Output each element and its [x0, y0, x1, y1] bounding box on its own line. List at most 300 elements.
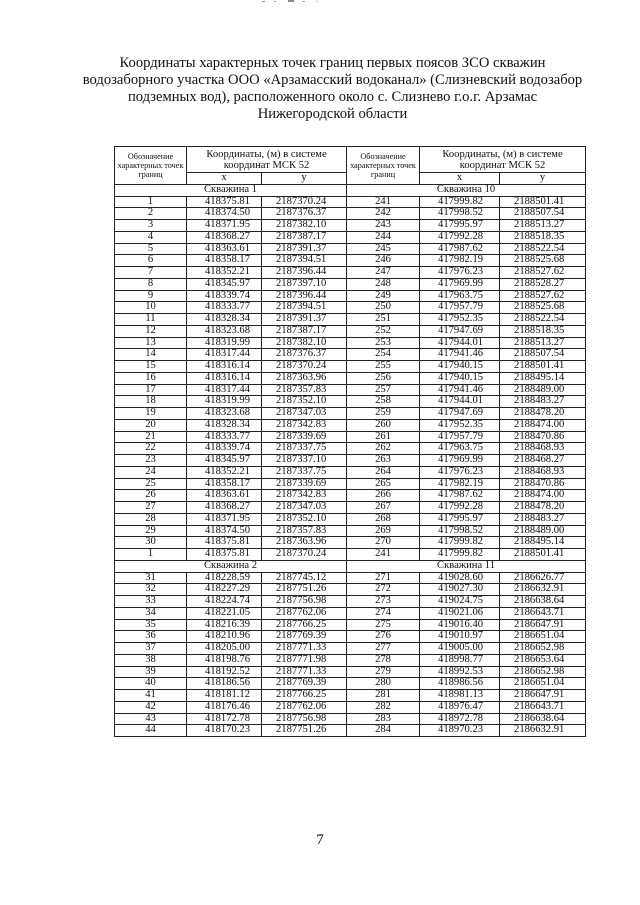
coord-x: 417944.01 — [420, 396, 500, 408]
point-id: 33 — [115, 596, 187, 608]
point-id: 29 — [115, 525, 187, 537]
coord-y: 2187376.37 — [262, 208, 347, 220]
point-id: 277 — [347, 643, 420, 655]
coord-x: 418186.56 — [187, 678, 262, 690]
coord-x: 418210.96 — [187, 631, 262, 643]
coord-y: 2187337.10 — [262, 455, 347, 467]
coord-x: 418339.74 — [187, 443, 262, 455]
coord-y: 2187370.24 — [262, 549, 347, 561]
point-id: 22 — [115, 443, 187, 455]
coord-y: 2187370.24 — [262, 361, 347, 373]
coord-y: 2188522.54 — [500, 314, 586, 326]
coord-y: 2187762.06 — [262, 701, 347, 713]
coord-x: 418371.95 — [187, 513, 262, 525]
table-row — [115, 443, 586, 455]
coord-x: 418316.14 — [187, 372, 262, 384]
coord-x: 417992.28 — [420, 502, 500, 514]
coord-x: 417999.82 — [420, 537, 500, 549]
header-coords-label: Координаты, (м) в системе координат МСК 52 — [187, 147, 347, 173]
coord-x: 417987.62 — [420, 243, 500, 255]
table-row — [115, 372, 586, 384]
coord-y: 2187771.33 — [262, 643, 347, 655]
table-row — [115, 278, 586, 290]
coord-y: 2187756.98 — [262, 713, 347, 725]
table-row — [115, 314, 586, 326]
title-line: Нижегородской области — [257, 106, 408, 122]
coord-x: 417992.28 — [420, 231, 500, 243]
point-id: 40 — [115, 678, 187, 690]
coord-y: 2188495.14 — [500, 537, 586, 549]
coord-x: 417952.35 — [420, 314, 500, 326]
coord-y: 2187342.83 — [262, 419, 347, 431]
table-row — [115, 490, 586, 502]
coord-y: 2186652.98 — [500, 643, 586, 655]
point-id: 41 — [115, 690, 187, 702]
point-id: 7 — [115, 267, 187, 279]
coord-y: 2186632.91 — [500, 584, 586, 596]
coord-y: 2188525.68 — [500, 302, 586, 314]
point-id: 243 — [347, 220, 420, 232]
coord-x: 418228.59 — [187, 572, 262, 584]
coord-x: 417941.46 — [420, 349, 500, 361]
coord-x: 418224.74 — [187, 596, 262, 608]
page-number: 7 — [316, 832, 324, 848]
coord-y: 2187337.75 — [262, 443, 347, 455]
coord-x: 419005.00 — [420, 643, 500, 655]
coord-y: 2188474.00 — [500, 419, 586, 431]
coord-x: 418375.81 — [187, 537, 262, 549]
coord-x: 417957.79 — [420, 302, 500, 314]
table-row — [115, 502, 586, 514]
section-row — [115, 184, 586, 196]
coord-y: 2187342.83 — [262, 490, 347, 502]
coord-y: 2188489.00 — [500, 525, 586, 537]
table-row — [115, 549, 586, 561]
coord-y: 2187337.75 — [262, 466, 347, 478]
coordinates-table — [114, 146, 586, 737]
table-row — [115, 419, 586, 431]
coord-x: 417963.75 — [420, 443, 500, 455]
point-id: 265 — [347, 478, 420, 490]
coord-x: 417999.82 — [420, 549, 500, 561]
point-id: 263 — [347, 455, 420, 467]
point-id: 282 — [347, 701, 420, 713]
coord-x: 418319.99 — [187, 337, 262, 349]
coord-y: 2187391.37 — [262, 243, 347, 255]
point-id: 275 — [347, 619, 420, 631]
coord-y: 2188468.93 — [500, 443, 586, 455]
point-id: 255 — [347, 361, 420, 373]
coord-x: 418317.44 — [187, 384, 262, 396]
coord-x: 417976.23 — [420, 466, 500, 478]
coord-x: 418345.97 — [187, 455, 262, 467]
point-id: 279 — [347, 666, 420, 678]
coord-y: 2187387.17 — [262, 231, 347, 243]
coord-x: 417963.75 — [420, 290, 500, 302]
coord-y: 2186643.71 — [500, 607, 586, 619]
point-id: 30 — [115, 537, 187, 549]
coord-y: 2187394.51 — [262, 302, 347, 314]
coord-y: 2188483.27 — [500, 396, 586, 408]
coord-x: 418316.14 — [187, 361, 262, 373]
coord-y: 2187756.98 — [262, 596, 347, 608]
table-row — [115, 231, 586, 243]
point-id: 42 — [115, 701, 187, 713]
table-row — [115, 572, 586, 584]
point-id: 8 — [115, 278, 187, 290]
coord-x: 418998.77 — [420, 654, 500, 666]
coord-y: 2187751.26 — [262, 584, 347, 596]
point-id: 260 — [347, 419, 420, 431]
coord-x: 418181.12 — [187, 690, 262, 702]
point-id: 267 — [347, 502, 420, 514]
coord-y: 2188513.27 — [500, 337, 586, 349]
point-id: 241 — [347, 549, 420, 561]
coord-y: 2186647.91 — [500, 690, 586, 702]
point-id: 10 — [115, 302, 187, 314]
point-id: 2 — [115, 208, 187, 220]
point-id: 245 — [347, 243, 420, 255]
point-id: 249 — [347, 290, 420, 302]
header-y: y — [500, 173, 586, 185]
coord-x: 417999.82 — [420, 196, 500, 208]
coord-y: 2188501.41 — [500, 361, 586, 373]
coord-x: 418368.27 — [187, 502, 262, 514]
coord-x: 418323.68 — [187, 325, 262, 337]
point-id: 278 — [347, 654, 420, 666]
point-id: 258 — [347, 396, 420, 408]
table-row — [115, 725, 586, 737]
coord-y: 2187363.96 — [262, 537, 347, 549]
section-row — [115, 560, 586, 572]
table-row — [115, 255, 586, 267]
coord-y: 2187397.10 — [262, 278, 347, 290]
coord-y: 2188507.54 — [500, 349, 586, 361]
point-id: 25 — [115, 478, 187, 490]
coord-x: 418339.74 — [187, 290, 262, 302]
point-id: 15 — [115, 361, 187, 373]
coord-y: 2187339.69 — [262, 431, 347, 443]
table-row — [115, 302, 586, 314]
table-row — [115, 196, 586, 208]
point-id: 28 — [115, 513, 187, 525]
coord-x: 418363.61 — [187, 243, 262, 255]
coord-y: 2186651.04 — [500, 678, 586, 690]
coord-y: 2188483.27 — [500, 513, 586, 525]
point-id: 38 — [115, 654, 187, 666]
table-row — [115, 408, 586, 420]
title-line: Координаты характерных точек границ первых поясов ЗСО скважин — [119, 55, 546, 71]
table-row — [115, 513, 586, 525]
coord-x: 417995.97 — [420, 220, 500, 232]
point-id: 264 — [347, 466, 420, 478]
coord-x: 418170.23 — [187, 725, 262, 737]
coord-y: 2188470.86 — [500, 478, 586, 490]
section-name: Скважина 11 — [347, 560, 586, 572]
document-title — [60, 55, 605, 123]
coord-y: 2186638.64 — [500, 713, 586, 725]
point-id: 253 — [347, 337, 420, 349]
coord-y: 2187352.10 — [262, 396, 347, 408]
coord-x: 418176.46 — [187, 701, 262, 713]
table-row — [115, 596, 586, 608]
table-row — [115, 466, 586, 478]
coord-x: 418345.97 — [187, 278, 262, 290]
coord-x: 417976.23 — [420, 267, 500, 279]
point-id: 17 — [115, 384, 187, 396]
coord-y: 2187352.10 — [262, 513, 347, 525]
table-row — [115, 396, 586, 408]
coord-x: 418970.23 — [420, 725, 500, 737]
point-id: 5 — [115, 243, 187, 255]
point-id: 11 — [115, 314, 187, 326]
table-row — [115, 525, 586, 537]
coord-x: 419021.06 — [420, 607, 500, 619]
coord-x: 417987.62 — [420, 490, 500, 502]
section-name: Скважина 2 — [115, 560, 347, 572]
point-id: 251 — [347, 314, 420, 326]
point-id: 284 — [347, 725, 420, 737]
table-row — [115, 631, 586, 643]
coord-y: 2188468.93 — [500, 466, 586, 478]
coord-x: 418976.47 — [420, 701, 500, 713]
point-id: 26 — [115, 490, 187, 502]
coord-x: 417957.79 — [420, 431, 500, 443]
header-point-label: Обозначение характерных точек границ — [115, 147, 187, 185]
point-id: 23 — [115, 455, 187, 467]
coord-x: 417998.52 — [420, 525, 500, 537]
coord-x: 418323.68 — [187, 408, 262, 420]
coord-y: 2187769.39 — [262, 678, 347, 690]
coord-x: 418216.39 — [187, 619, 262, 631]
point-id: 256 — [347, 372, 420, 384]
point-id: 248 — [347, 278, 420, 290]
table-row — [115, 607, 586, 619]
coord-x: 418358.17 — [187, 255, 262, 267]
point-id: 36 — [115, 631, 187, 643]
scan-artifact — [258, 0, 328, 4]
coord-x: 419016.40 — [420, 619, 500, 631]
coord-x: 418333.77 — [187, 302, 262, 314]
coord-x: 417941.46 — [420, 384, 500, 396]
coord-x: 418317.44 — [187, 349, 262, 361]
point-id: 3 — [115, 220, 187, 232]
header-x: x — [420, 173, 500, 185]
coord-y: 2188527.62 — [500, 290, 586, 302]
table-row — [115, 619, 586, 631]
point-id: 257 — [347, 384, 420, 396]
coord-x: 418205.00 — [187, 643, 262, 655]
point-id: 37 — [115, 643, 187, 655]
point-id: 280 — [347, 678, 420, 690]
point-id: 35 — [115, 619, 187, 631]
table-row — [115, 361, 586, 373]
coord-y: 2187766.25 — [262, 619, 347, 631]
coord-y: 2187745.12 — [262, 572, 347, 584]
table-row — [115, 243, 586, 255]
coord-y: 2186651.04 — [500, 631, 586, 643]
coord-y: 2187769.39 — [262, 631, 347, 643]
coord-y: 2187382.10 — [262, 337, 347, 349]
coord-y: 2187357.83 — [262, 525, 347, 537]
coord-y: 2187357.83 — [262, 384, 347, 396]
coord-y: 2187766.25 — [262, 690, 347, 702]
coord-y: 2186626.77 — [500, 572, 586, 584]
title-line: подземных вод), расположенного около с. Слизнево г.о.г. Арзамас — [127, 89, 538, 105]
point-id: 241 — [347, 196, 420, 208]
point-id: 21 — [115, 431, 187, 443]
table-row — [115, 654, 586, 666]
coord-x: 418172.78 — [187, 713, 262, 725]
table-row — [115, 290, 586, 302]
table-body — [115, 184, 586, 736]
coord-y: 2188474.00 — [500, 490, 586, 502]
point-id: 1 — [115, 549, 187, 561]
table-row — [115, 455, 586, 467]
table-row — [115, 337, 586, 349]
coord-y: 2187771.33 — [262, 666, 347, 678]
coord-y: 2188513.27 — [500, 220, 586, 232]
title-line: водозаборного участка ООО «Арзамасский водоканал» (Слизневский водозабор — [82, 72, 583, 88]
coord-x: 417969.99 — [420, 278, 500, 290]
coord-x: 418358.17 — [187, 478, 262, 490]
point-id: 31 — [115, 572, 187, 584]
coord-y: 2187363.96 — [262, 372, 347, 384]
coord-y: 2188518.35 — [500, 231, 586, 243]
point-id: 268 — [347, 513, 420, 525]
table-row — [115, 208, 586, 220]
coord-y: 2186638.64 — [500, 596, 586, 608]
table-row — [115, 584, 586, 596]
point-id: 273 — [347, 596, 420, 608]
coord-x: 418972.78 — [420, 713, 500, 725]
header-point-label: Обозначение характерных точек границ — [347, 147, 420, 185]
header-x: x — [187, 173, 262, 185]
coord-x: 419024.75 — [420, 596, 500, 608]
point-id: 20 — [115, 419, 187, 431]
point-id: 252 — [347, 325, 420, 337]
point-id: 43 — [115, 713, 187, 725]
coord-y: 2187382.10 — [262, 220, 347, 232]
point-id: 39 — [115, 666, 187, 678]
table-row — [115, 701, 586, 713]
coord-x: 418374.50 — [187, 208, 262, 220]
coord-x: 417940.15 — [420, 372, 500, 384]
coord-x: 418981.13 — [420, 690, 500, 702]
point-id: 261 — [347, 431, 420, 443]
point-id: 44 — [115, 725, 187, 737]
coord-y: 2186647.91 — [500, 619, 586, 631]
header-y: y — [262, 173, 347, 185]
point-id: 276 — [347, 631, 420, 643]
coord-x: 418992.53 — [420, 666, 500, 678]
section-name: Скважина 1 — [115, 184, 347, 196]
table-row — [115, 643, 586, 655]
table-row — [115, 666, 586, 678]
coord-x: 418363.61 — [187, 490, 262, 502]
coord-y: 2187396.44 — [262, 267, 347, 279]
coord-x: 417969.99 — [420, 455, 500, 467]
coord-y: 2188522.54 — [500, 243, 586, 255]
coord-y: 2187396.44 — [262, 290, 347, 302]
table-row — [115, 478, 586, 490]
coord-y: 2187347.03 — [262, 408, 347, 420]
coord-x: 418352.21 — [187, 267, 262, 279]
coord-x: 419010.97 — [420, 631, 500, 643]
coord-y: 2188478.20 — [500, 408, 586, 420]
coord-y: 2188468.27 — [500, 455, 586, 467]
point-id: 283 — [347, 713, 420, 725]
coord-x: 418352.21 — [187, 466, 262, 478]
point-id: 4 — [115, 231, 187, 243]
point-id: 281 — [347, 690, 420, 702]
coord-y: 2188525.68 — [500, 255, 586, 267]
coord-x: 417952.35 — [420, 419, 500, 431]
table-row — [115, 431, 586, 443]
coord-x: 418319.99 — [187, 396, 262, 408]
coord-x: 418328.34 — [187, 419, 262, 431]
point-id: 246 — [347, 255, 420, 267]
coord-y: 2188470.86 — [500, 431, 586, 443]
table-row — [115, 537, 586, 549]
coord-y: 2186643.71 — [500, 701, 586, 713]
coord-y: 2187394.51 — [262, 255, 347, 267]
coord-y: 2187347.03 — [262, 502, 347, 514]
coord-x: 418375.81 — [187, 549, 262, 561]
point-id: 13 — [115, 337, 187, 349]
coord-y: 2188527.62 — [500, 267, 586, 279]
point-id: 9 — [115, 290, 187, 302]
coord-x: 417982.19 — [420, 255, 500, 267]
table-row — [115, 690, 586, 702]
point-id: 1 — [115, 196, 187, 208]
coord-x: 417995.97 — [420, 513, 500, 525]
coord-y: 2188507.54 — [500, 208, 586, 220]
coord-y: 2186653.64 — [500, 654, 586, 666]
coord-x: 417944.01 — [420, 337, 500, 349]
point-id: 247 — [347, 267, 420, 279]
coord-x: 417940.15 — [420, 361, 500, 373]
point-id: 27 — [115, 502, 187, 514]
coord-x: 419028.60 — [420, 572, 500, 584]
section-name: Скважина 10 — [347, 184, 586, 196]
point-id: 254 — [347, 349, 420, 361]
coord-y: 2187387.17 — [262, 325, 347, 337]
coord-y: 2188501.41 — [500, 549, 586, 561]
coord-y: 2188478.20 — [500, 502, 586, 514]
point-id: 34 — [115, 607, 187, 619]
coord-x: 418221.05 — [187, 607, 262, 619]
point-id: 250 — [347, 302, 420, 314]
coord-y: 2187762.06 — [262, 607, 347, 619]
coord-y: 2187391.37 — [262, 314, 347, 326]
coord-y: 2187339.69 — [262, 478, 347, 490]
coord-y: 2188501.41 — [500, 196, 586, 208]
coord-y: 2187751.26 — [262, 725, 347, 737]
point-id: 271 — [347, 572, 420, 584]
point-id: 242 — [347, 208, 420, 220]
table-row — [115, 220, 586, 232]
coord-x: 418375.81 — [187, 196, 262, 208]
point-id: 6 — [115, 255, 187, 267]
coord-x: 418333.77 — [187, 431, 262, 443]
point-id: 32 — [115, 584, 187, 596]
coord-y: 2186632.91 — [500, 725, 586, 737]
point-id: 259 — [347, 408, 420, 420]
point-id: 12 — [115, 325, 187, 337]
coord-x: 417982.19 — [420, 478, 500, 490]
coord-x: 417998.52 — [420, 208, 500, 220]
